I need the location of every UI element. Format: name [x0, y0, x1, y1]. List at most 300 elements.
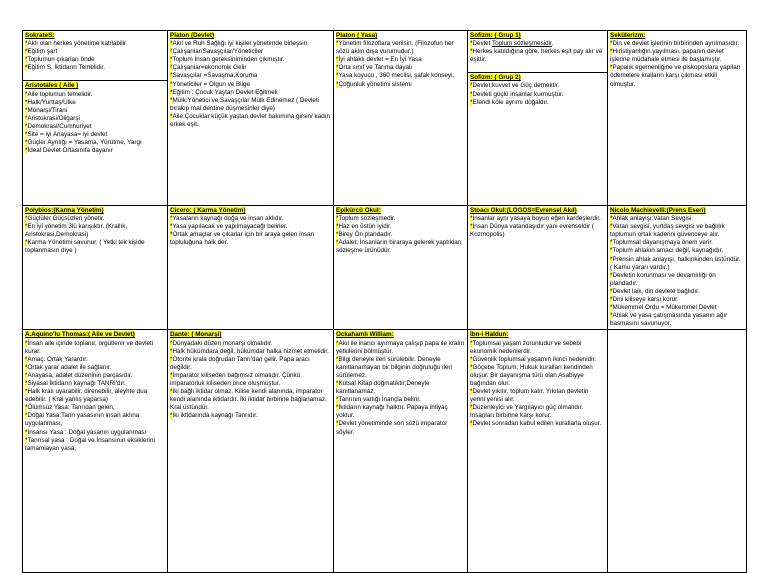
bullet-text: *Doğal Yasa:Tanrı yasasının insan aklına uygulanması,	[25, 412, 140, 428]
bullet-star: *	[25, 122, 28, 130]
bullet-line	[470, 91, 605, 99]
bullet-star: *	[170, 72, 173, 80]
bullet-star: *	[25, 106, 28, 114]
bullet-line	[610, 296, 744, 304]
bullet-line	[25, 123, 165, 131]
bullet-text: *Güçlüler Güçsüzleri yönetir.	[25, 215, 105, 223]
cell-heading-line	[610, 32, 744, 40]
cell-heading: Stoacı Okul:(LOGOS=Evrensel Akıl)	[470, 207, 577, 214]
bullet-text: *Toplumun çıkarları önde	[25, 56, 95, 64]
bullet-text: *Yasaların kaynağı doğa ve insan aklıdır.	[170, 215, 284, 223]
bullet-text: *Halk/Yurttaş/Ülke	[25, 98, 76, 106]
bullet-text: *Orta sınıf ve Tarıma dayalı	[336, 64, 413, 72]
bullet-text: *Eğitim : Çocuk Yaştan Devlet Eğitmeli	[170, 88, 278, 96]
bullet-star: *	[470, 339, 473, 347]
bullet-star: *	[470, 404, 473, 412]
bullet-line	[470, 40, 605, 48]
bullet-line	[170, 340, 331, 348]
bullet-text: *Devlet;kuvvet ve Güç demektir.	[470, 82, 560, 90]
cell-heading: Cicero: ( Karma Yönetim)	[170, 207, 246, 214]
bullet-line	[170, 388, 331, 412]
bullet-line	[170, 348, 331, 356]
cell-heading-line	[336, 32, 465, 40]
bullet-line	[336, 72, 465, 80]
bullet-star: *	[336, 339, 339, 347]
bullet-line	[25, 412, 165, 428]
bullet-text: *Ortak amaçlar ve çıkarlar için bir araya gelen insan topluluğuna halk der.	[170, 231, 315, 247]
bullet-line	[610, 239, 744, 247]
cell-ockahaml-william	[334, 330, 468, 573]
bullet-line	[470, 82, 605, 90]
bullet-star: *	[336, 396, 339, 404]
cell-heading-line	[25, 82, 165, 90]
bullet-line	[170, 81, 331, 89]
bullet-line	[170, 97, 331, 113]
bullet-text: *İnsan Dünya vatandaşıdır yani evrenseldir ( Kozmopolis)	[470, 223, 594, 239]
bullet-star: *	[470, 215, 473, 223]
bullet-line	[170, 64, 331, 72]
bullet-star: *	[336, 379, 339, 387]
bullet-text: *Devlet sonradan kabul edilen kurallarla oluşur.	[470, 420, 602, 428]
bullet-text: *Yönetim filozoflara verilsin. (Filozofun her sözü aklın dışa vurumudur.)	[336, 40, 454, 56]
bullet-star: *	[336, 420, 339, 428]
bullet-text: *Bilgi deneyle ileri sürülebilir. Deneyle kanıtlanamayan bir bilginin doğruluğu ileri sürülemez.	[336, 355, 452, 379]
bullet-text: *Tanrısal yasa : Doğal ve İnsansının eksiklerini tamamlayan yasa,	[25, 436, 155, 452]
bullet-star: *	[25, 428, 28, 436]
bullet-star: *	[470, 90, 473, 98]
bullet-star: *	[336, 355, 339, 363]
bullet-star: *	[336, 223, 339, 231]
bullet-text: *İki bağlı iktidar olmaz. Kilise kendi alanında, imparator kendi alanında iktidardır. İki iktidar birbirine bağlanamaz. Kral üstündür.	[170, 388, 327, 412]
bullet-text: *Yasa yapılacak ve yapılmayacağı belirler.	[170, 223, 288, 231]
bullet-line	[25, 239, 165, 255]
bullet-text: *Yöneticiler = Olgun ve Bilge	[170, 80, 250, 88]
bullet-star: *	[610, 255, 613, 263]
bullet-star: *	[25, 363, 28, 371]
bullet-text: *Devletin korunması ve devamlılığı ön plandadır.	[610, 271, 716, 287]
bullet-line	[470, 356, 605, 364]
bullet-text: *Aile toplumun temelidir.	[25, 90, 93, 98]
bullet-star: *	[470, 420, 473, 428]
cell-heading: Dante: ( Monarşi)	[170, 331, 222, 339]
cell-heading-line	[336, 207, 465, 215]
bullet-line	[470, 420, 605, 428]
bullet-star: *	[170, 40, 173, 48]
bullet-line	[610, 304, 744, 312]
bullet-star: *	[25, 147, 28, 155]
cell-heading-line	[470, 207, 605, 215]
bullet-star: *	[610, 247, 613, 255]
bullet-star: *	[610, 312, 613, 320]
bullet-star: *	[336, 40, 339, 48]
bullet-text: *Eğitim S. İktidarın Temelidir.	[25, 64, 106, 72]
cell-heading: Ockahamlı William:	[336, 331, 394, 339]
bullet-line	[170, 356, 331, 372]
cell-a-aquino-lu-thomas-aile-ve-devlet	[23, 330, 168, 573]
bullet-star: *	[25, 40, 28, 48]
cell-heading-line	[470, 331, 605, 339]
bullet-star: *	[170, 223, 173, 231]
bullet-line	[25, 107, 165, 115]
bullet-line	[610, 64, 744, 88]
bullet-star: *	[336, 64, 339, 72]
bullet-text: *Aklı olan herkes yönetime katılabilir	[25, 40, 127, 48]
bullet-text: *Çalışanlar=ekonomik Gelir	[170, 64, 247, 72]
bullet-star: *	[170, 96, 173, 104]
cell-heading-line	[470, 74, 605, 82]
bullet-text: *Ortak yarar adalet ile sağlanır.	[25, 363, 112, 371]
bullet-text: *İnsanlar aynı yasaya boyun eğen kardeşlerdir.	[470, 215, 601, 223]
bullet-line	[610, 215, 744, 223]
bullet-line	[25, 48, 165, 56]
cell-stoac-okul-logos-evrensel-ak-l	[468, 206, 608, 330]
bullet-line	[25, 380, 165, 388]
table-row	[23, 31, 747, 206]
bullet-star: *	[25, 90, 28, 98]
bullet-line	[25, 64, 165, 72]
cell-sek-lerizm	[608, 31, 747, 206]
bullet-text: *Efendi köle ayrımı doğaldır.	[470, 98, 549, 106]
bullet-line	[25, 340, 165, 356]
bullet-text: *Düzenleyici ve Yargılayıcı güç olmalıdır. İnsanları birbirine karşı korur.	[470, 404, 584, 420]
bullet-line	[25, 40, 165, 48]
bullet-star: *	[25, 114, 28, 122]
bullet-star: *	[170, 412, 173, 420]
bullet-text: *Savaşçılar =Savaşma,Koruma	[170, 72, 258, 80]
bullet-text: *Tanrının varlığı İnançla belirir.	[336, 396, 421, 404]
bullet-line	[170, 56, 331, 64]
bullet-line	[610, 247, 744, 255]
bullet-text: *İyi ahlaklı devlet = En İyi Yasa	[336, 56, 422, 64]
bullet-line	[610, 40, 744, 48]
cell-i-bn-i-haldun	[468, 330, 608, 573]
cell-heading-line	[25, 331, 165, 339]
bullet-star: *	[610, 296, 613, 304]
bullet-star: *	[610, 215, 613, 223]
bullet-text: *Akıl ve Ruh Sağlığı iyi kişiler yönetimde birleşsin.	[170, 40, 309, 48]
bullet-line	[470, 364, 605, 388]
cell-heading-line	[25, 207, 165, 215]
bullet-line	[170, 215, 331, 223]
bullet-star: *	[25, 404, 28, 412]
bullet-star: *	[170, 388, 173, 396]
cell-polybios-karma-y-netim	[23, 206, 168, 330]
bullet-text: *Adalet; İnsanların biraraya gelerek yaptıkları sözleşme ürünüdür.	[336, 239, 462, 255]
bullet-star: *	[25, 223, 28, 231]
bullet-star: *	[170, 48, 173, 56]
bullet-line	[170, 40, 331, 48]
cell-heading: Nicolo Machievelli:(Prens Eseri)	[610, 207, 706, 214]
bullet-star: *	[336, 215, 339, 223]
bullet-line	[470, 388, 605, 404]
bullet-line	[25, 115, 165, 123]
cell-platon-devlet	[168, 31, 334, 206]
bullet-text: *Toplum İnsan gereksiniminden çıkmıştır.	[170, 56, 285, 64]
cell-heading-line	[170, 331, 331, 339]
bullet-star: *	[470, 363, 473, 371]
bullet-line	[336, 420, 465, 436]
bullet-star: *	[25, 239, 28, 247]
bullet-star: *	[470, 223, 473, 231]
cell-heading-line	[610, 207, 744, 215]
bullet-text: *Kutsal Kitap doğmatiktir;Deneyle kanıtlanamaz.	[336, 379, 430, 396]
bullet-star: *	[336, 72, 339, 80]
bullet-line	[336, 81, 465, 89]
bullet-star: *	[25, 436, 28, 444]
bullet-line	[170, 231, 331, 247]
bullet-line	[610, 256, 744, 272]
bullet-text: *Siyasal İktidarın kaynağı TANRI'dır.	[25, 379, 126, 387]
bullet-line	[336, 340, 465, 356]
bullet-line	[470, 99, 605, 107]
bullet-text: *Papalık egemenliğine ve piskoposlara yapılan ödemelere kralların karşı çıkması etkili olmuştur.	[610, 64, 741, 88]
bullet-text: *Devlet yıkılır, toplum kalır. Yıkılan devletin yerini yenisi alır.	[470, 388, 589, 404]
bullet-text: *Toplum sözleşmedir.	[336, 215, 396, 223]
bullet-line	[336, 380, 465, 396]
bullet-text: *İdeal Devlet Ortasınıfa dayanır	[25, 147, 113, 155]
bullet-line	[610, 288, 744, 296]
bullet-text: *Akıl ile inancı ayırmaya çalışıp papa ile kralın yetkilerini bölmüştür.	[336, 339, 465, 355]
bullet-star: *	[170, 80, 173, 88]
bullet-text: *Güçler Ayrılığı = Yasama, Yürütme, Yargı	[25, 139, 142, 147]
cell-heading-line	[336, 331, 465, 339]
bullet-line	[25, 356, 165, 364]
bullet-star: *	[170, 112, 173, 120]
bullet-text: *Ahlak ve yasa çatışmasında yasanın ağır basmasını savunuyor.	[610, 312, 728, 328]
bullet-line	[470, 404, 605, 420]
bullet-star: *	[25, 379, 28, 387]
bullet-text: *İktidarın kaynağı halktır. Papaya ihtiyaç yoktur.	[336, 404, 448, 420]
bullet-text: *İmparator kiliseden bağımsız olmalıdır. Çünkü imparatorluk kiliseden önce oluşmuştur.	[170, 371, 301, 387]
bullet-text: *Halk kralı uyarabilir, direnebilir, aleyhte dua edebilir. ( Kral yanlış yaparsa)	[25, 388, 148, 404]
bullet-star: *	[25, 339, 28, 347]
bullet-line	[336, 215, 465, 223]
bullet-text: *Toplumsal yaşam zorunludur ve sebebi ekonomik nedenlerdir.	[470, 339, 582, 355]
bullet-line	[336, 56, 465, 64]
bullet-star: *	[25, 48, 28, 56]
bullet-text: *Yasa koyucu , 360 meclisi, şafak konseyi,	[336, 72, 455, 80]
bullet-line	[170, 89, 331, 97]
bullet-star: *	[170, 64, 173, 72]
table-row	[23, 206, 747, 330]
bullet-text: *Çoğunluk yönetimi sistemi	[336, 80, 412, 88]
bullet-star: *	[170, 231, 173, 239]
bullet-star: *	[610, 304, 613, 312]
bullet-text: *Eğitim şart	[25, 48, 58, 56]
bullet-star: *	[170, 355, 173, 363]
table-row	[23, 330, 747, 573]
bullet-text: *İnsan aile içinde toplanır, örgütlenir ve devleti kurar.	[25, 339, 154, 355]
bullet-line	[170, 113, 331, 129]
bullet-text: *Halk hükümdara değil, hükümdar halka hizmet etmelidir.	[170, 347, 329, 355]
cell-heading: Sekülerizm:	[610, 32, 646, 39]
bullet-line	[25, 429, 165, 437]
bullet-text: *İki iktidarında kaynağı Tanrıdır.	[170, 412, 258, 420]
bullet-star: *	[170, 56, 173, 64]
bullet-line	[470, 223, 605, 239]
bullet-text: *Mükemmel Ordu = Mükemmel Devlet	[610, 304, 717, 312]
bullet-text: *Devlet laik, din devlete bağlıdır.	[610, 287, 700, 295]
bullet-text: *Otorite krala doğrudan Tanrı'dan gelir. Papa aracı değildir.	[170, 355, 310, 371]
bullet-text: *Site = iyi Anayasa= iyi devlet	[25, 131, 108, 139]
bullet-line	[336, 239, 465, 255]
bullet-star: *	[610, 48, 613, 56]
cell-dante-monar-i	[168, 330, 334, 573]
bullet-text: *Vatan sevgisi, yurtdaş sevgisi ve bağlılık toplumun ortak kaderini güvenceye alır.	[610, 223, 725, 239]
bullet-star: *	[25, 139, 28, 147]
bullet-star: *	[610, 40, 613, 48]
cell-heading: İbn-i Haldun:	[470, 331, 509, 339]
bullet-text: *Güvenlik toplumsal yaşamın ikinci nedenidir.	[470, 355, 597, 363]
bullet-line	[470, 48, 605, 64]
bullet-star: *	[470, 40, 473, 48]
bullet-line	[610, 223, 744, 239]
bullet-line	[25, 372, 165, 380]
bullet-star: *	[170, 215, 173, 223]
bullet-line	[336, 40, 465, 56]
bullet-star: *	[25, 355, 28, 363]
cell-epik-rc-okul	[334, 206, 468, 330]
bullet-text: *Amaç: Ortak Yarardır.	[25, 355, 88, 363]
bullet-text: *Haz en üstün iyidir.	[336, 223, 392, 231]
bullet-line	[25, 139, 165, 147]
bullet-text: *Devleti güçlü insanlar kurmuştur.	[470, 90, 564, 98]
bullet-line	[610, 312, 744, 328]
bullet-star: *	[25, 98, 28, 106]
sub-section	[468, 72, 607, 106]
bullet-star: *	[470, 98, 473, 106]
bullet-text: *Karma Yönetimi savunur. ( Yetki tek kişide toplanmasın diye )	[25, 239, 145, 255]
bullet-line	[610, 272, 744, 288]
bullet-text: *En iyi yönetim 3lü karışıktır. (Krallık, Aristokrasi,Demokrasi)	[25, 223, 128, 239]
bullet-text: *İnsansı Yasa : Doğal yasanın uygulanması	[25, 428, 147, 436]
cell-heading: A.Aquino'lu Thomas:( Aile ve Devlet)	[25, 331, 135, 339]
bullet-text: *Mülk:Yönetici ve Savaşçılar Mülk Edinemez ( Devleti bırakıp mal derdine düşmesinler diye)	[170, 96, 320, 112]
bullet-line	[170, 412, 331, 420]
bullet-star: *	[336, 404, 339, 412]
cell-nicolo-machievelli-prens-eseri	[608, 206, 747, 330]
bullet-star: *	[470, 82, 473, 90]
cell-heading-line	[170, 32, 331, 40]
cell-heading: Aristotales ( Aile )	[25, 82, 79, 90]
bullet-text: *Birey Ön plandadır.	[336, 231, 393, 239]
bullet-text: *Herkes katıldığına göre, herkes eşit pay alır ve eşittir.	[470, 48, 603, 64]
bullet-line	[25, 437, 165, 453]
bullet-text: *Toplumsal dayanışmaya önem verir.	[610, 239, 713, 247]
bullet-star: *	[25, 131, 28, 139]
bullet-text: *Dünyadaki düzen monarşi olmalıdır.	[170, 339, 273, 347]
bullet-line	[170, 372, 331, 388]
table-body	[23, 31, 747, 573]
bullet-line	[25, 99, 165, 107]
bullet-star: *	[25, 371, 28, 379]
sub-section	[23, 80, 167, 155]
bullet-star: *	[610, 287, 613, 295]
bullet-text: *Anayasa, adalet düzeninin parçasıdır.	[25, 371, 133, 379]
cell-heading: SokrateS:	[25, 32, 55, 39]
bullet-star: *	[470, 355, 473, 363]
bullet-line	[25, 215, 165, 223]
bullet-line	[170, 72, 331, 80]
bullet-star: *	[336, 80, 339, 88]
bullet-star: *	[336, 239, 339, 247]
notes-page	[22, 30, 746, 573]
bullet-line	[470, 340, 605, 356]
bullet-line	[470, 215, 605, 223]
bullet-text: *Aristokrasi/Oligarşi	[25, 114, 80, 122]
bullet-star: *	[25, 56, 28, 64]
cell-heading-line	[170, 207, 331, 215]
bullet-star: *	[610, 64, 613, 72]
bullet-star: *	[336, 231, 339, 239]
cell-cicero-karma-y-netim	[168, 206, 334, 330]
cell-heading: Sofizm: ( Grup 2)	[470, 74, 521, 82]
bullet-star: *	[170, 339, 173, 347]
bullet-text: *Çalışanlar/Savaşçılar/Yöneticiler	[170, 48, 264, 56]
bullet-text: *Monarşi/Tirani	[25, 106, 68, 114]
bullet-star: *	[25, 64, 28, 72]
bullet-text: *Demokrasi/Cumhuriyet	[25, 122, 92, 130]
cell-heading-line	[25, 32, 165, 40]
bullet-star: *	[170, 371, 173, 379]
cell-heading-line	[470, 32, 605, 40]
bullet-line	[170, 223, 331, 231]
philosophy-table	[22, 30, 747, 573]
bullet-star: *	[25, 412, 28, 420]
bullet-line	[610, 48, 744, 64]
bullet-text: *Dini kiliseye karşı korur.	[610, 296, 679, 304]
bullet-line	[336, 356, 465, 380]
bullet-star: *	[610, 239, 613, 247]
bullet-star: *	[470, 388, 473, 396]
cell-platon-yasa	[334, 31, 468, 206]
bullet-text: *Devlet yönetiminde son sözü imparator söyler.	[336, 420, 448, 436]
cell-continued	[608, 330, 747, 573]
bullet-line	[25, 223, 165, 239]
bullet-text: *Ahlak anlayışı;Vatan Sevgisi	[610, 215, 692, 223]
bullet-text: *Aile:Çocuklar küçük yaştan devlet bakımına girsin/ kadın erkek eşit.	[170, 112, 330, 129]
bullet-star: *	[470, 48, 473, 56]
cell-heading: Platon (Devlet)	[170, 32, 215, 39]
bullet-text: *Devlet Toplum sözleşmesidir.	[470, 40, 554, 48]
bullet-line	[336, 64, 465, 72]
cell-sokrates	[23, 31, 168, 206]
bullet-star: *	[25, 215, 28, 223]
cell-sofizm-grup-1	[468, 31, 608, 206]
cell-heading: Sofizm: ( Grup 1)	[470, 32, 521, 39]
bullet-text: *Hıristiyanlığın yayılması, papanın devlet işlerine müdahale etmesi ile başlamıştır.	[610, 48, 724, 64]
bullet-line	[25, 404, 165, 412]
bullet-star: *	[170, 347, 173, 355]
bullet-line	[25, 91, 165, 99]
bullet-text: *Göçebe Toplum; Hukuk kuralları kendinden oluşur. Bir dayanışma türü olan Asabiyye bağından olur.	[470, 363, 593, 387]
bullet-star: *	[610, 271, 613, 279]
bullet-line	[25, 364, 165, 372]
bullet-text: *Toplum ahlakın amacı değil, kaynağıdır.	[610, 247, 724, 255]
bullet-text: *Prensin ahlak anlayışı, halkınkinden üstündür. ( Kamu yararı vardır.)	[610, 255, 741, 271]
bullet-line	[25, 131, 165, 139]
bullet-star: *	[170, 88, 173, 96]
bullet-text: *Din ve devlet işlerinin birbirinden ayrılmasıdır.	[610, 40, 740, 48]
cell-heading: Epikürcü Okul:	[336, 207, 381, 214]
bullet-text: *Ölümsüz Yasa: Tanrıdan gelen,	[25, 404, 115, 412]
bullet-star: *	[610, 223, 613, 231]
bullet-line	[25, 147, 165, 155]
bullet-star: *	[336, 56, 339, 64]
bullet-star: *	[25, 388, 28, 396]
bullet-line	[25, 388, 165, 404]
bullet-line	[336, 404, 465, 420]
